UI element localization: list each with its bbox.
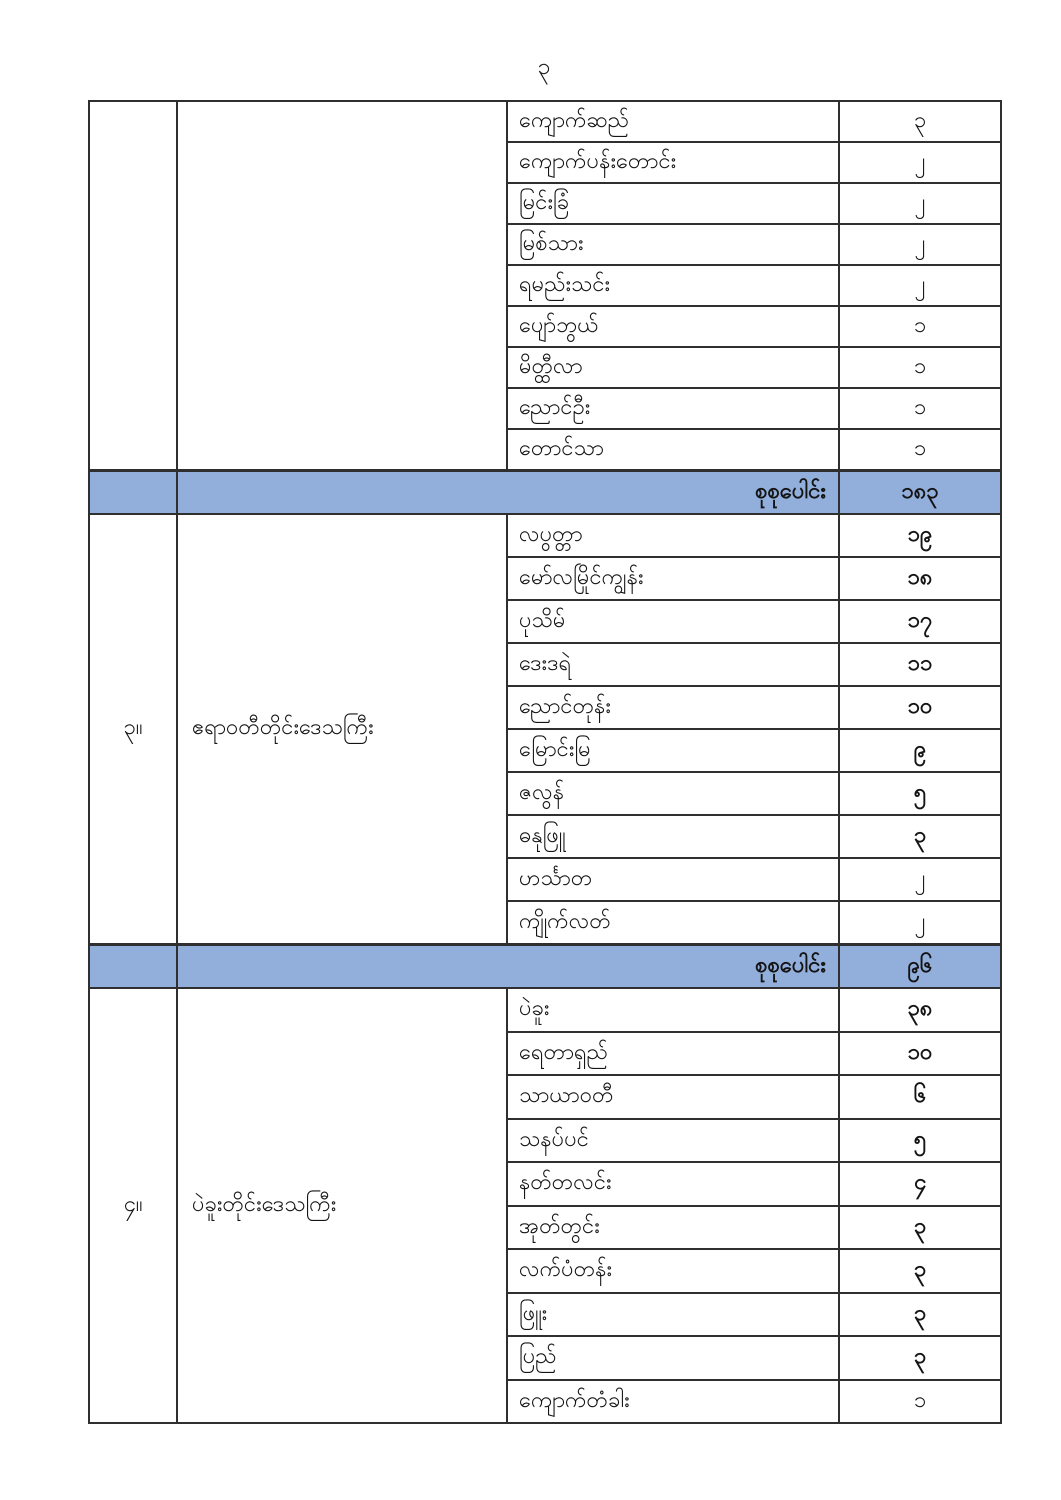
count-cell: ၁ [839,347,1001,388]
township-name-cell: ရေတာရှည် [507,1032,839,1076]
count-cell: ၁ [839,1380,1001,1424]
township-name-cell: ကျောက်တံခါး [507,1380,839,1424]
count-cell: ၂ [839,142,1001,183]
township-name-cell: ဟင်္သာတ [507,858,839,901]
count-cell: ၃ [839,1206,1001,1250]
township-name-cell: ဇလွန် [507,772,839,815]
total-count-cell: ၁၈၃ [839,470,1001,514]
township-name-cell: ဖြူး [507,1293,839,1337]
count-cell: ၁ [839,306,1001,347]
township-name-cell: ညောင်ဦး [507,388,839,429]
region-name-cell [177,101,507,470]
total-empty-cell [89,470,177,514]
count-cell: ၃ [839,101,1001,142]
township-name-cell: ကျိုက်လတ် [507,901,839,944]
township-name-cell: လက်ပံတန်း [507,1249,839,1293]
township-name-cell: ပျော်ဘွယ် [507,306,839,347]
count-cell: ၃ [839,815,1001,858]
township-name-cell: မြောင်းမြ [507,729,839,772]
section-number-cell [89,101,177,470]
total-label-cell: စုစုပေါင်း [177,470,839,514]
count-cell: ၆ [839,1075,1001,1119]
township-name-cell: မိတ္ထီလာ [507,347,839,388]
township-name-cell: ပြည် [507,1336,839,1380]
count-cell: ၉ [839,729,1001,772]
region-name-cell: ဧရာဝတီတိုင်းဒေသကြီး [177,514,507,944]
count-cell: ၃ [839,1249,1001,1293]
count-cell: ၁၈ [839,557,1001,600]
section-total-row [89,944,1001,988]
count-cell: ၂ [839,265,1001,306]
count-cell: ၁၇ [839,600,1001,643]
page-number: ၃ [537,53,551,79]
count-cell: ၂ [839,224,1001,265]
region-township-count-table [88,100,1002,1424]
region-name-cell: ပဲခူးတိုင်းဒေသကြီး [177,988,507,1423]
count-cell: ၁ [839,429,1001,470]
township-name-cell: နတ်တလင်း [507,1162,839,1206]
count-cell: ၂ [839,858,1001,901]
section-number-cell: ၄။ [89,988,177,1423]
count-cell: ၁၉ [839,514,1001,557]
township-name-cell: ရမည်းသင်း [507,265,839,306]
total-label-cell: စုစုပေါင်း [177,944,839,988]
township-name-cell: မြင်းခြံ [507,183,839,224]
township-name-cell: သာယာဝတီ [507,1075,839,1119]
count-cell: ၂ [839,901,1001,944]
township-name-cell: တောင်သာ [507,429,839,470]
count-cell: ၃ [839,1293,1001,1337]
count-cell: ၁၀ [839,686,1001,729]
count-cell: ၁၁ [839,643,1001,686]
township-row [89,988,1001,1032]
township-name-cell: အုတ်တွင်း [507,1206,839,1250]
township-name-cell: ပဲခူး [507,988,839,1032]
township-name-cell: ကျောက်ပန်းတောင်း [507,142,839,183]
township-row [89,514,1001,557]
township-name-cell: ဒေးဒရဲ [507,643,839,686]
township-name-cell: သနပ်ပင် [507,1119,839,1163]
count-cell: ၅ [839,1119,1001,1163]
count-cell: ၁ [839,388,1001,429]
township-name-cell: ညောင်တုန်း [507,686,839,729]
township-name-cell: မြစ်သား [507,224,839,265]
township-name-cell: လပွတ္တာ [507,514,839,557]
count-cell: ၄ [839,1162,1001,1206]
township-name-cell: မော်လမြိုင်ကျွန်း [507,557,839,600]
total-empty-cell [89,944,177,988]
count-cell: ၁၀ [839,1032,1001,1076]
township-row [89,101,1001,142]
section-total-row [89,470,1001,514]
township-name-cell: ဓနုဖြူ [507,815,839,858]
count-cell: ၃၈ [839,988,1001,1032]
township-name-cell: ပုသိမ် [507,600,839,643]
count-cell: ၂ [839,183,1001,224]
count-cell: ၃ [839,1336,1001,1380]
total-count-cell: ၉၆ [839,944,1001,988]
township-name-cell: ကျောက်ဆည် [507,101,839,142]
count-cell: ၅ [839,772,1001,815]
section-number-cell: ၃။ [89,514,177,944]
